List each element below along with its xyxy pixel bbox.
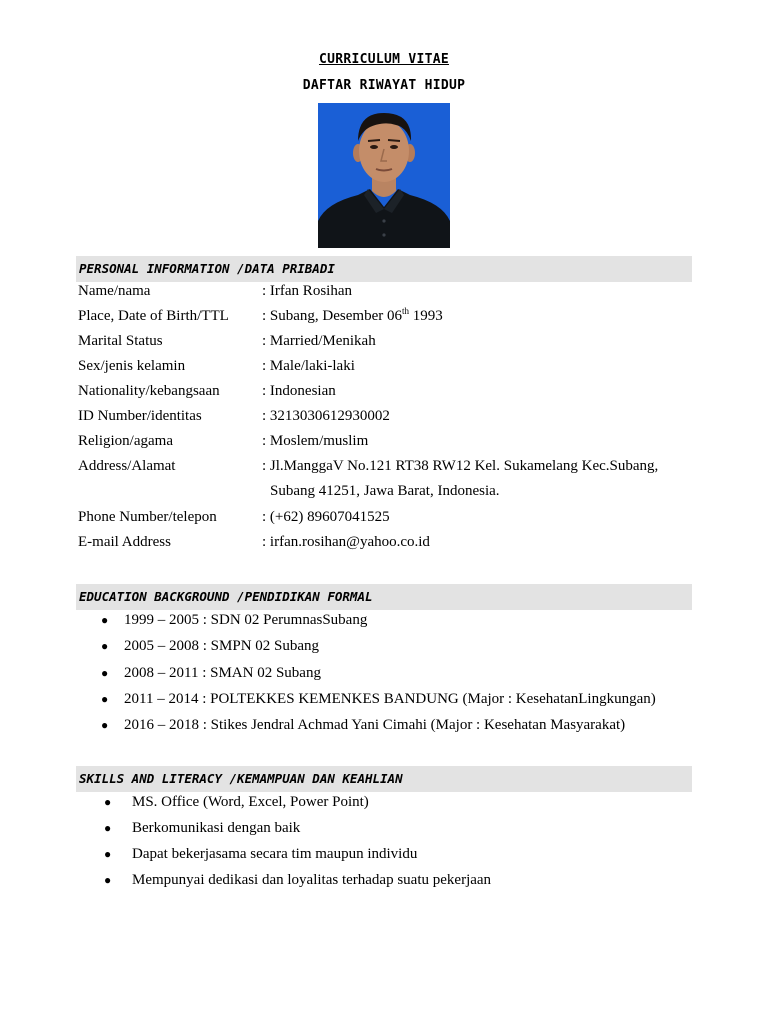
bullet-icon: ● [101,639,109,654]
bullet-icon: ● [101,691,109,706]
field-label: ID Number/identitas [78,408,202,424]
document-title: CURRICULUM VITAE [318,52,450,67]
field-value: : Married/Menikah [262,333,376,349]
bullet-icon: ● [101,718,109,733]
list-item-text: MS. Office (Word, Excel, Power Point) [132,794,369,810]
bullet-icon: ● [104,795,112,809]
field-label: Name/nama [78,283,151,299]
field-value: : irfan.rosihan@yahoo.co.id [262,534,430,550]
field-label: Address/Alamat [78,458,176,474]
field-label: Nationality/kebangsaan [78,383,220,399]
profile-photo [318,103,450,248]
field-label: Religion/agama [78,433,173,449]
list-item-text: Dapat bekerjasama secara tim maupun individu [132,846,418,862]
field-value: : Indonesian [262,383,336,399]
field-value: : Jl.ManggaV No.121 RT38 RW12 Kel. Sukamelang Kec.Subang, [262,458,659,474]
list-item-text: 2008 – 2011 : SMAN 02 Subang [124,664,321,681]
field-label: Phone Number/telepon [78,509,217,525]
list-item-text: 2011 – 2014 : POLTEKKES KEMENKES BANDUNG (Major : KesehatanLingkungan) [124,690,656,707]
list-item-text: Berkomunikasi dengan baik [132,820,301,836]
field-value: Subang 41251, Jawa Barat, Indonesia. [270,483,500,499]
field-value-text: 1993 [409,308,443,324]
document-subtitle: DAFTAR RIWAYAT HIDUP [302,78,466,93]
field-value: : Irfan Rosihan [262,283,352,299]
field-value: : 3213030612930002 [262,408,390,424]
bullet-icon: ● [101,665,109,680]
bullet-icon: ● [104,821,112,835]
bullet-icon: ● [101,613,109,627]
field-label: Place, Date of Birth/TTL [78,308,229,324]
bullet-icon: ● [104,847,112,861]
list-item-text: 2016 – 2018 : Stikes Jendral Achmad Yani Cimahi (Major : Kesehatan Masyarakat) [124,717,626,734]
field-value: : (+62) 89607041525 [262,509,390,525]
field-value: : Male/laki-laki [262,358,355,374]
field-label: Marital Status [78,333,163,349]
list-item-text: 2005 – 2008 : SMPN 02 Subang [124,638,320,655]
field-value [262,307,443,325]
section-heading-education: EDUCATION BACKGROUND /PENDIDIKAN FORMAL [76,584,692,610]
section-heading-skills: SKILLS AND LITERACY /KEMAMPUAN DAN KEAHLIAN [76,766,692,792]
section-heading-personal: PERSONAL INFORMATION /DATA PRIBADI [76,256,692,282]
bullet-icon: ● [104,873,112,887]
list-item-text: Mempunyai dedikasi dan loyalitas terhadap suatu pekerjaan [132,872,492,888]
field-value-text: : Subang, Desember 06 [262,308,402,324]
ordinal-suffix: th [401,306,409,316]
field-value: : Moslem/muslim [262,433,369,449]
list-item-text: 1999 – 2005 : SDN 02 PerumnasSubang [124,612,368,628]
field-label: E-mail Address [78,534,171,550]
field-label: Sex/jenis kelamin [78,358,186,374]
